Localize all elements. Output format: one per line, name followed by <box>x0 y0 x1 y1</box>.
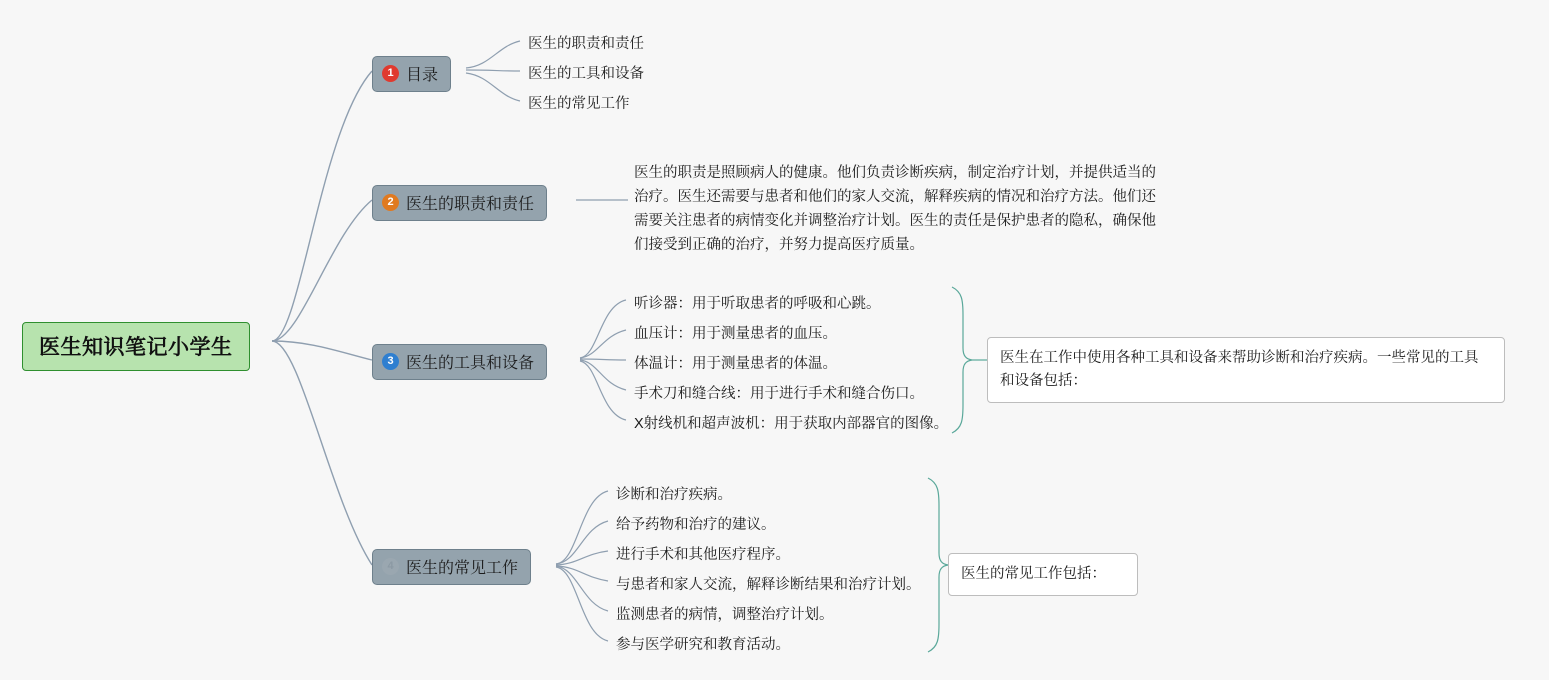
branch-label-toc: 目录 <box>406 67 439 84</box>
list-item[interactable]: 体温计：用于测量患者的体温。 <box>634 356 837 372</box>
duties-paragraph[interactable]: 医生的职责是照顾病人的健康。他们负责诊断疾病，制定治疗计划，并提供适当的治疗。医生还需要与患者和他们的家人交流，解释疾病的情况和治疗方法。他们还需要关注患者的病情变化并调整治疗计划。医生的责任是保护患者的隐私，确保他们接受到正确的治疗，并努力提高医疗质量。 <box>634 165 1156 253</box>
list-item[interactable]: 给予药物和治疗的建议。 <box>616 517 776 533</box>
list-item[interactable]: 血压计：用于测量患者的血压。 <box>634 326 837 342</box>
branch-node-toc[interactable] <box>372 56 451 92</box>
list-item[interactable]: 诊断和治疗疾病。 <box>616 487 732 503</box>
work-note-box[interactable]: 医生的常见工作包括： <box>948 553 1138 596</box>
number-badge-3-icon: 3 <box>382 353 399 370</box>
list-item[interactable]: 听诊器：用于听取患者的呼吸和心跳。 <box>634 296 881 312</box>
list-item[interactable]: 与患者和家人交流，解释诊断结果和治疗计划。 <box>616 577 921 593</box>
number-badge-4-icon: 4 <box>382 558 399 575</box>
number-badge-1-icon: 1 <box>382 65 399 82</box>
list-item[interactable]: 手术刀和缝合线：用于进行手术和缝合伤口。 <box>634 386 924 402</box>
tools-note-box[interactable]: 医生在工作中使用各种工具和设备来帮助诊断和治疗疾病。一些常见的工具和设备包括： <box>987 337 1505 403</box>
branch-node-tools[interactable] <box>372 344 547 380</box>
branch-label-tools: 医生的工具和设备 <box>406 355 535 372</box>
list-item[interactable]: 监测患者的病情，调整治疗计划。 <box>616 607 834 623</box>
list-item[interactable]: 参与医学研究和教育活动。 <box>616 637 790 653</box>
list-item[interactable]: 医生的工具和设备 <box>528 66 644 82</box>
branch-label-work: 医生的常见工作 <box>406 560 519 577</box>
list-item[interactable]: 进行手术和其他医疗程序。 <box>616 547 790 563</box>
list-item[interactable]: 医生的职责和责任 <box>528 36 644 52</box>
root-label: 医生知识笔记小学生 <box>39 336 233 359</box>
branch-node-work[interactable] <box>372 549 531 585</box>
number-badge-2-icon: 2 <box>382 194 399 211</box>
branch-node-duties[interactable] <box>372 185 547 221</box>
list-item[interactable]: X射线机和超声波机：用于获取内部器官的图像。 <box>634 416 949 432</box>
root-node[interactable] <box>22 322 250 371</box>
list-item[interactable]: 医生的常见工作 <box>528 96 630 112</box>
branch-label-duties: 医生的职责和责任 <box>406 196 535 213</box>
